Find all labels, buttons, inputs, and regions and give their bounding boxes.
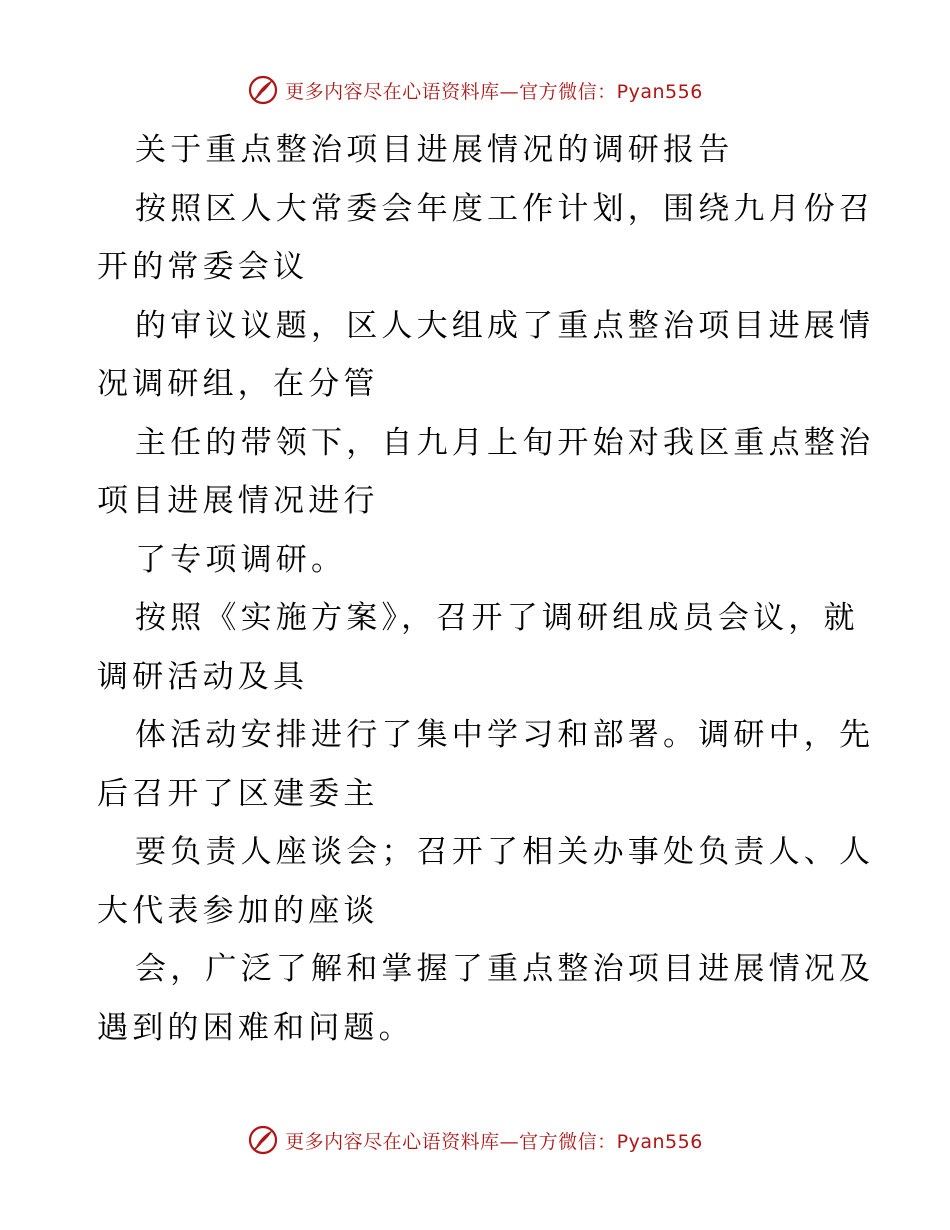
paragraph-line: 遇到的困难和问题。	[97, 1009, 414, 1046]
paragraph-line: 的审议议题，区人大组成了重点整治项目进展情	[135, 307, 875, 344]
paragraph-line: 开的常委会议	[97, 249, 309, 285]
feather-pen-logo-icon	[247, 1124, 279, 1156]
paragraph-line: 况调研组，在分管	[97, 366, 379, 402]
watermark-contact: Pyan556	[616, 80, 703, 103]
paragraph-line: 会，广泛了解和掌握了重点整治项目进展情况及	[135, 951, 875, 987]
paragraph-line: 主任的带领下，自九月上旬开始对我区重点整治	[135, 424, 875, 461]
feather-pen-logo-icon	[247, 74, 279, 106]
watermark-contact: Pyan556	[616, 1130, 703, 1153]
paragraph-line: 体活动安排进行了集中学习和部署。调研中，先	[135, 717, 875, 753]
paragraph-line: 按照区人大常委会年度工作计划，围绕九月份召	[135, 190, 875, 227]
paragraph-line: 后召开了区建委主	[97, 775, 379, 812]
paragraph-line: 要负责人座谈会；召开了相关办事处负责人、人	[135, 834, 875, 870]
document-title: 关于重点整治项目进展情况的调研报告	[135, 132, 734, 168]
footer-watermark	[0, 1120, 950, 1160]
paragraph-line: 项目进展情况进行	[97, 483, 379, 519]
paragraph-line: 按照《实施方案》，召开了调研组成员会议，就	[135, 600, 859, 636]
paragraph-line: 大代表参加的座谈	[97, 892, 379, 929]
paragraph-line: 调研活动及具	[97, 658, 309, 695]
watermark-text: 更多内容尽在心语资料库—官方微信：Pyan556	[285, 80, 703, 103]
header-watermark	[0, 70, 950, 110]
watermark-text: 更多内容尽在心语资料库—官方微信：Pyan556	[285, 1130, 703, 1153]
paragraph-line: 了专项调研。	[135, 541, 347, 578]
document-body	[97, 121, 875, 1057]
